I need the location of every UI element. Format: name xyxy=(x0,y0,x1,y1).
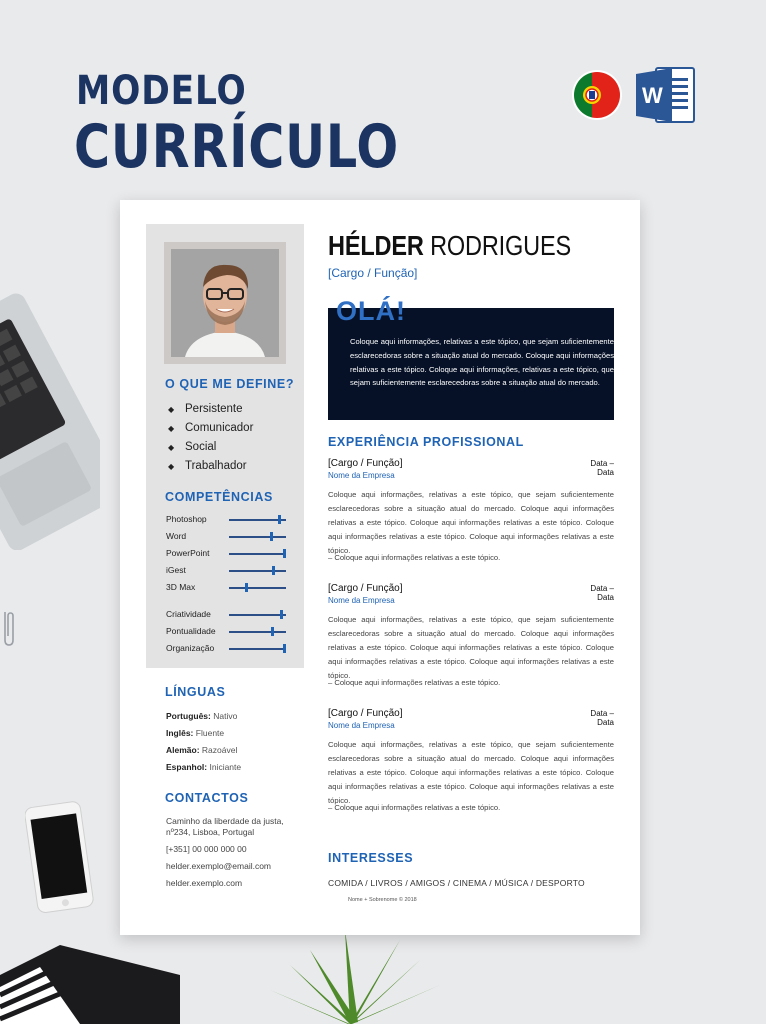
job-description: Coloque aqui informações, relativas a este tópico, que sejam suficientemente esclarecedoras sobre a situação atual do mercado. Coloque aqui informações relativas a este tópico. Coloque aqui informações relativas a este tópico. Coloque aqui informações relativas a este tópico. Coloque aqui informações relativas a este tópico. xyxy=(328,740,614,805)
job-description: Coloque aqui informações, relativas a este tópico, que sejam suficientemente esclarecedoras sobre a situação atual do mercado. Coloque aqui informações relativas a este tópico. Coloque aqui informações relativas a este tópico. Coloque aqui informações relativas a este tópico. Coloque aqui informações relativas a este tópico. xyxy=(328,615,614,680)
contact-website: helder.exemplo.com xyxy=(166,878,243,888)
skill-label: Photoshop xyxy=(166,514,207,524)
skill-row xyxy=(166,642,288,656)
svg-text:W: W xyxy=(642,83,663,108)
skill-label: iGest xyxy=(166,565,186,575)
skill-level-marker xyxy=(280,610,283,619)
paperclip-icon xyxy=(0,608,18,648)
microsoft-word-icon xyxy=(636,66,696,124)
skill-track xyxy=(229,614,286,616)
skill-level-marker xyxy=(272,566,275,575)
skill-label: Word xyxy=(166,531,187,541)
resume-page xyxy=(120,200,640,935)
intro-title: OLÁ! xyxy=(336,296,406,326)
language-row: Português: Nativo xyxy=(166,711,238,721)
language-row: Alemão: Razoável xyxy=(166,745,238,755)
trait-item: ◆ Social xyxy=(168,438,253,457)
job-role: [Cargo / Função] xyxy=(328,583,403,594)
skill-label: Pontualidade xyxy=(166,626,216,636)
job-bullet: – Coloque aqui informações relativas a este tópico. xyxy=(328,678,501,687)
diamond-bullet-icon: ◆ xyxy=(168,443,175,452)
job-role: [Cargo / Função] xyxy=(328,458,403,469)
laptop-image xyxy=(0,280,100,550)
skill-row xyxy=(166,547,288,561)
profile-photo-frame xyxy=(164,242,286,364)
skills-heading: COMPETÊNCIAS xyxy=(165,490,273,504)
skill-track xyxy=(229,536,286,538)
skill-track xyxy=(229,570,286,572)
contacts-heading: CONTACTOS xyxy=(165,791,249,805)
contact-phone: [+351] 00 000 000 00 xyxy=(166,844,247,854)
diamond-bullet-icon: ◆ xyxy=(168,424,175,433)
job-bullet: – Coloque aqui informações relativas a este tópico. xyxy=(328,553,501,562)
skill-label: 3D Max xyxy=(166,582,196,592)
job-bullet: – Coloque aqui informações relativas a este tópico. xyxy=(328,803,501,812)
trait-item: ◆ Persistente xyxy=(168,400,253,419)
job-date: Data – Data xyxy=(590,459,614,477)
skill-level-marker xyxy=(283,549,286,558)
job-company: Nome da Empresa xyxy=(328,596,395,605)
contact-address: Caminho da liberdade da justa, nº234, Lisboa, Portugal xyxy=(166,816,284,837)
skill-row xyxy=(166,581,288,595)
languages-heading: LÍNGUAS xyxy=(165,685,226,699)
portugal-flag-icon xyxy=(572,70,622,120)
define-heading: O QUE ME DEFINE? xyxy=(165,377,295,391)
skill-label: Criatividade xyxy=(166,609,211,619)
skill-level-marker xyxy=(271,627,274,636)
interests-heading: INTERESSES xyxy=(328,851,414,865)
job-company: Nome da Empresa xyxy=(328,471,395,480)
trait-item: ◆ Trabalhador xyxy=(168,457,253,476)
candidate-role: [Cargo / Função] xyxy=(328,266,418,280)
smartphone-image xyxy=(25,800,95,915)
skill-row xyxy=(166,513,288,527)
skill-level-marker xyxy=(245,583,248,592)
skill-track xyxy=(229,587,286,589)
skill-row xyxy=(166,608,288,622)
language-row: Inglês: Fluente xyxy=(166,728,225,738)
skill-level-marker xyxy=(270,532,273,541)
skill-track xyxy=(229,631,286,633)
skill-level-marker xyxy=(278,515,281,524)
job-date: Data – Data xyxy=(590,584,614,602)
skill-label: Organização xyxy=(166,643,215,653)
candidate-name: HÉLDER RODRIGUES xyxy=(328,230,572,261)
skill-row xyxy=(166,564,288,578)
job-date: Data – Data xyxy=(590,709,614,727)
skill-level-marker xyxy=(283,644,286,653)
skill-row xyxy=(166,530,288,544)
experience-heading: EXPERIÊNCIA PROFISSIONAL xyxy=(328,435,524,449)
diamond-bullet-icon: ◆ xyxy=(168,462,175,471)
skill-label: PowerPoint xyxy=(166,548,210,558)
skill-track xyxy=(229,648,286,650)
footer-note: Nome + Sobrenome © 2018 xyxy=(348,897,417,903)
job-company: Nome da Empresa xyxy=(328,721,395,730)
contact-email: helder.exemplo@email.com xyxy=(166,861,272,871)
hero-title-line2: CURRÍCULO xyxy=(74,112,400,182)
skill-row xyxy=(166,625,288,639)
trait-item: ◆ Comunicador xyxy=(168,419,253,438)
intro-text: Coloque aqui informações, relativas a este tópico, que sejam suficientemente esclarecedoras sobre a situação atual do mercado. Coloque aqui informações relativas a este tópico. Coloque aqui informações, relativas a este tópico, que sejam suficientemente esclarecedoras sobre a situação atual do mercado. xyxy=(350,337,614,388)
interests-text: COMIDA / LIVROS / AMIGOS / CINEMA / MÚSICA / DESPORTO xyxy=(328,878,585,888)
job-role: [Cargo / Função] xyxy=(328,708,403,719)
language-row: Espanhol: Iniciante xyxy=(166,762,242,772)
skill-track xyxy=(229,553,286,555)
notebook-image xyxy=(0,935,180,1024)
traits-list xyxy=(168,400,253,476)
diamond-bullet-icon: ◆ xyxy=(168,405,175,414)
job-description: Coloque aqui informações, relativas a este tópico, que sejam suficientemente esclarecedoras sobre a situação atual do mercado. Coloque aqui informações relativas a este tópico. Coloque aqui informações relativas a este tópico. Coloque aqui informações relativas a este tópico. Coloque aqui informações relativas a este tópico. xyxy=(328,490,614,555)
profile-photo xyxy=(171,249,279,357)
hero-title-line1: MODELO xyxy=(76,68,247,114)
plant-image xyxy=(250,930,450,1024)
